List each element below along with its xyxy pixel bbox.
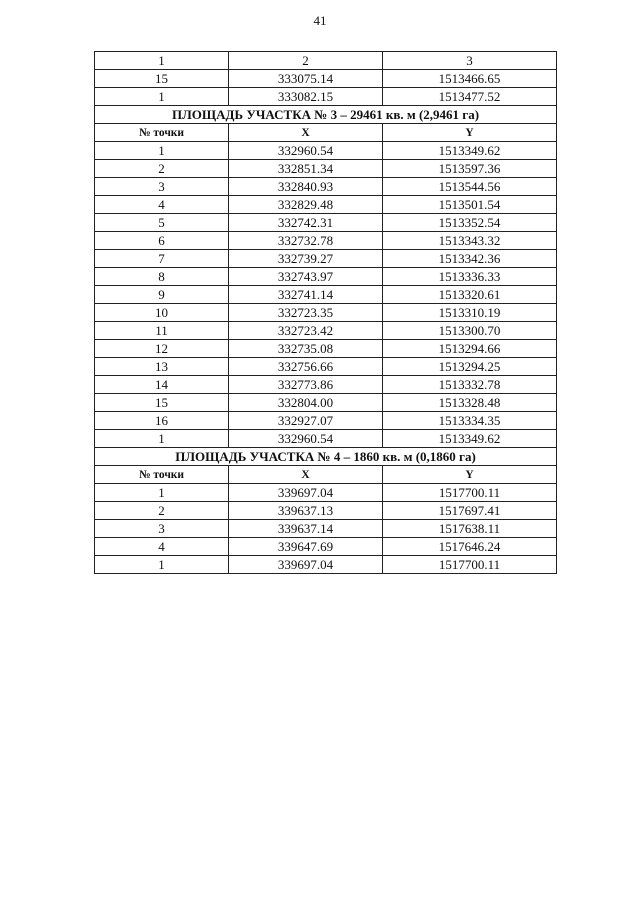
x-coordinate-cell: 332743.97 <box>229 268 383 286</box>
table-row <box>95 142 557 160</box>
y-coordinate-cell: 1513334.35 <box>383 412 557 430</box>
x-coordinate-cell: 332773.86 <box>229 376 383 394</box>
point-number-cell: 3 <box>95 520 229 538</box>
table-row <box>95 250 557 268</box>
column-number-cell: 2 <box>229 52 383 70</box>
table-row <box>95 268 557 286</box>
y-coordinate-cell: 1513466.65 <box>383 70 557 88</box>
x-coordinate-cell: 332840.93 <box>229 178 383 196</box>
coordinates-table <box>94 51 557 574</box>
y-coordinate-cell: 1513310.19 <box>383 304 557 322</box>
table-row <box>95 196 557 214</box>
table-row <box>95 214 557 232</box>
point-number-cell: 1 <box>95 484 229 502</box>
x-coordinate-cell: 332960.54 <box>229 430 383 448</box>
y-coordinate-cell: 1513294.66 <box>383 340 557 358</box>
point-number-cell: 8 <box>95 268 229 286</box>
point-number-cell: 1 <box>95 430 229 448</box>
y-coordinate-cell: 1513349.62 <box>383 142 557 160</box>
y-coordinate-cell: 1517697.41 <box>383 502 557 520</box>
table-row <box>95 484 557 502</box>
y-coordinate-cell: 1513343.32 <box>383 232 557 250</box>
y-coordinate-cell: 1513294.25 <box>383 358 557 376</box>
point-number-cell: 1 <box>95 88 229 106</box>
point-number-cell: 12 <box>95 340 229 358</box>
column-number-cell: 1 <box>95 52 229 70</box>
table-row <box>95 538 557 556</box>
point-number-cell: 15 <box>95 70 229 88</box>
x-coordinate-header: X <box>229 466 383 484</box>
table-row <box>95 70 557 88</box>
table-row <box>95 556 557 574</box>
point-number-cell: 2 <box>95 160 229 178</box>
y-coordinate-cell: 1513300.70 <box>383 322 557 340</box>
x-coordinate-cell: 332960.54 <box>229 142 383 160</box>
point-number-cell: 7 <box>95 250 229 268</box>
table-row <box>95 520 557 538</box>
table-row <box>95 232 557 250</box>
x-coordinate-header: X <box>229 124 383 142</box>
section-title: ПЛОЩАДЬ УЧАСТКА № 3 – 29461 кв. м (2,9461 га) <box>95 106 557 124</box>
point-number-cell: 15 <box>95 394 229 412</box>
point-number-cell: 16 <box>95 412 229 430</box>
y-coordinate-cell: 1517700.11 <box>383 556 557 574</box>
point-number-cell: 1 <box>95 556 229 574</box>
point-number-cell: 5 <box>95 214 229 232</box>
y-coordinate-cell: 1513597.36 <box>383 160 557 178</box>
x-coordinate-cell: 332851.34 <box>229 160 383 178</box>
table-row <box>95 430 557 448</box>
point-number-cell: 1 <box>95 142 229 160</box>
page-number: 41 <box>313 13 327 28</box>
x-coordinate-cell: 339637.14 <box>229 520 383 538</box>
table-row <box>95 502 557 520</box>
table-row <box>95 358 557 376</box>
y-coordinate-cell: 1513336.33 <box>383 268 557 286</box>
x-coordinate-cell: 339697.04 <box>229 484 383 502</box>
y-coordinate-cell: 1517700.11 <box>383 484 557 502</box>
point-number-cell: 4 <box>95 538 229 556</box>
x-coordinate-cell: 332741.14 <box>229 286 383 304</box>
section-title-row <box>95 448 557 466</box>
y-coordinate-cell: 1513328.48 <box>383 394 557 412</box>
y-coordinate-header: Y <box>383 466 557 484</box>
column-header-row <box>95 124 557 142</box>
point-number-cell: 9 <box>95 286 229 304</box>
point-number-cell: 4 <box>95 196 229 214</box>
x-coordinate-cell: 332723.35 <box>229 304 383 322</box>
x-coordinate-cell: 332735.08 <box>229 340 383 358</box>
table-row <box>95 304 557 322</box>
y-coordinate-cell: 1513332.78 <box>383 376 557 394</box>
column-header-row <box>95 466 557 484</box>
y-coordinate-cell: 1513320.61 <box>383 286 557 304</box>
y-coordinate-cell: 1513477.52 <box>383 88 557 106</box>
point-number-cell: 6 <box>95 232 229 250</box>
table-row <box>95 322 557 340</box>
x-coordinate-cell: 332804.00 <box>229 394 383 412</box>
x-coordinate-cell: 332732.78 <box>229 232 383 250</box>
section-title: ПЛОЩАДЬ УЧАСТКА № 4 – 1860 кв. м (0,1860 га) <box>95 448 557 466</box>
table-row <box>95 88 557 106</box>
y-coordinate-cell: 1513501.54 <box>383 196 557 214</box>
y-coordinate-cell: 1513544.56 <box>383 178 557 196</box>
table-row <box>95 394 557 412</box>
table-row <box>95 286 557 304</box>
y-coordinate-cell: 1517638.11 <box>383 520 557 538</box>
table-row <box>95 160 557 178</box>
point-number-cell: 13 <box>95 358 229 376</box>
point-number-cell: 2 <box>95 502 229 520</box>
table-row <box>95 340 557 358</box>
y-coordinate-header: Y <box>383 124 557 142</box>
column-number-row <box>95 52 557 70</box>
x-coordinate-cell: 339637.13 <box>229 502 383 520</box>
table-row <box>95 412 557 430</box>
point-number-cell: 11 <box>95 322 229 340</box>
point-number-cell: 14 <box>95 376 229 394</box>
y-coordinate-cell: 1513342.36 <box>383 250 557 268</box>
x-coordinate-cell: 333075.14 <box>229 70 383 88</box>
table-row <box>95 178 557 196</box>
x-coordinate-cell: 339647.69 <box>229 538 383 556</box>
point-number-cell: 3 <box>95 178 229 196</box>
x-coordinate-cell: 333082.15 <box>229 88 383 106</box>
coordinates-table-body <box>95 52 557 574</box>
y-coordinate-cell: 1513349.62 <box>383 430 557 448</box>
section-title-row <box>95 106 557 124</box>
x-coordinate-cell: 332739.27 <box>229 250 383 268</box>
x-coordinate-cell: 332756.66 <box>229 358 383 376</box>
x-coordinate-cell: 332829.48 <box>229 196 383 214</box>
column-number-cell: 3 <box>383 52 557 70</box>
y-coordinate-cell: 1517646.24 <box>383 538 557 556</box>
table-row <box>95 376 557 394</box>
x-coordinate-cell: 339697.04 <box>229 556 383 574</box>
point-number-header: № точки <box>95 124 229 142</box>
x-coordinate-cell: 332927.07 <box>229 412 383 430</box>
point-number-cell: 10 <box>95 304 229 322</box>
x-coordinate-cell: 332723.42 <box>229 322 383 340</box>
x-coordinate-cell: 332742.31 <box>229 214 383 232</box>
y-coordinate-cell: 1513352.54 <box>383 214 557 232</box>
point-number-header: № точки <box>95 466 229 484</box>
